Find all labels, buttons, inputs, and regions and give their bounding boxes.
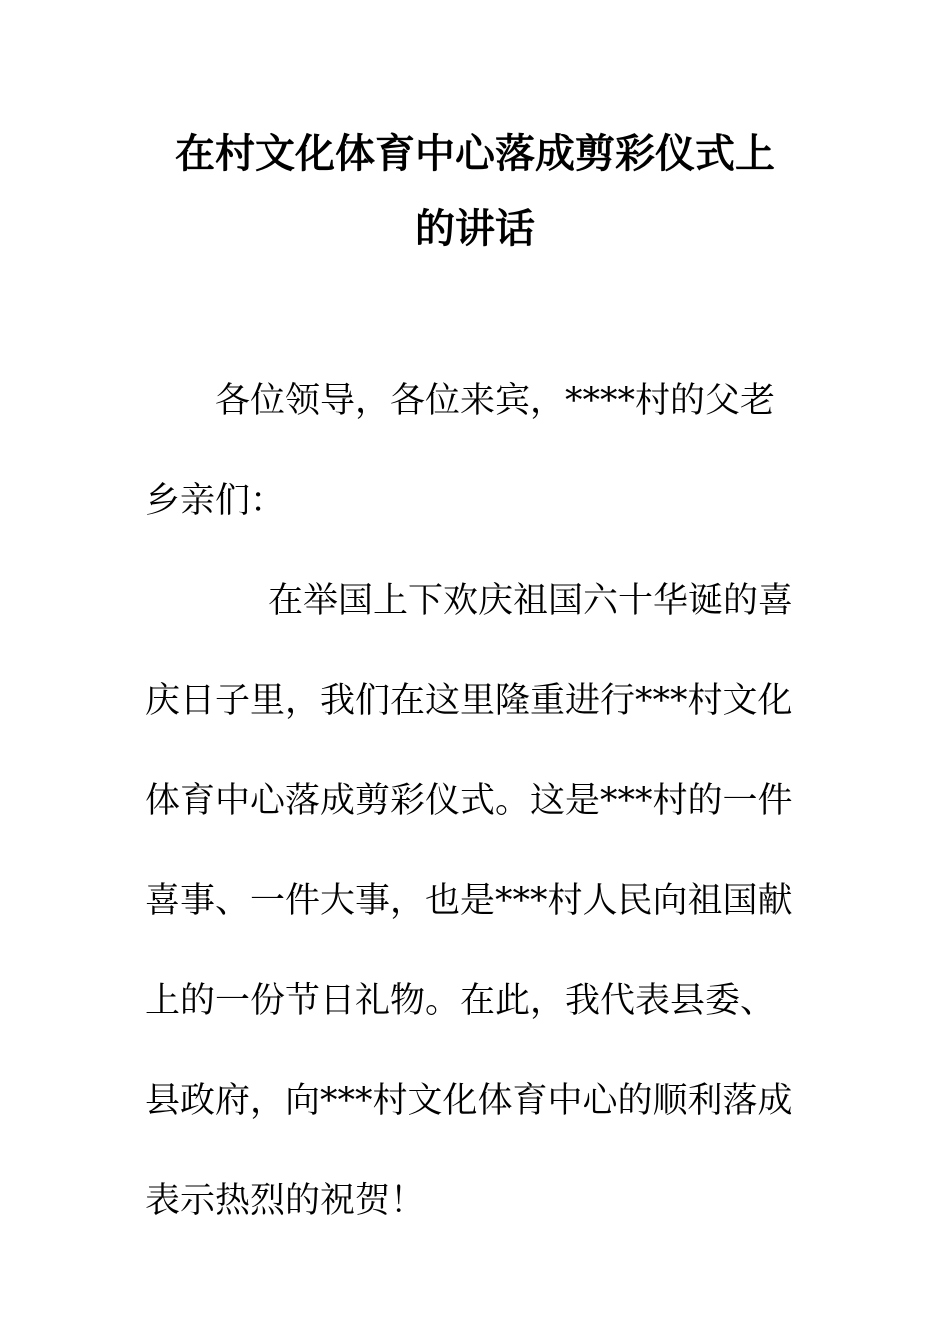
document-title-line-2: 的讲话 [415, 205, 535, 252]
document-title-line-1: 在村文化体育中心落成剪彩仪式上 [175, 130, 775, 177]
paragraph-line-4: 喜事、一件大事，也是***村人民向祖国献 [145, 881, 793, 921]
paragraph-line-6: 县政府，向***村文化体育中心的顺利落成 [145, 1081, 793, 1121]
paragraph-line-5: 上的一份节日礼物。在此，我代表县委、 [145, 981, 776, 1021]
paragraph-line-1: 在举国上下欢庆祖国六十华诞的喜 [268, 581, 794, 621]
paragraph-line-7: 表示热烈的祝贺！ [145, 1181, 426, 1221]
paragraph-line-3: 体育中心落成剪彩仪式。这是***村的一件 [145, 781, 793, 821]
salutation-line-2: 乡亲们： [145, 481, 286, 521]
salutation-line-1: 各位领导，各位来宾，****村的父老 [215, 381, 776, 421]
paragraph-line-2: 庆日子里，我们在这里隆重进行***村文化 [145, 681, 793, 721]
